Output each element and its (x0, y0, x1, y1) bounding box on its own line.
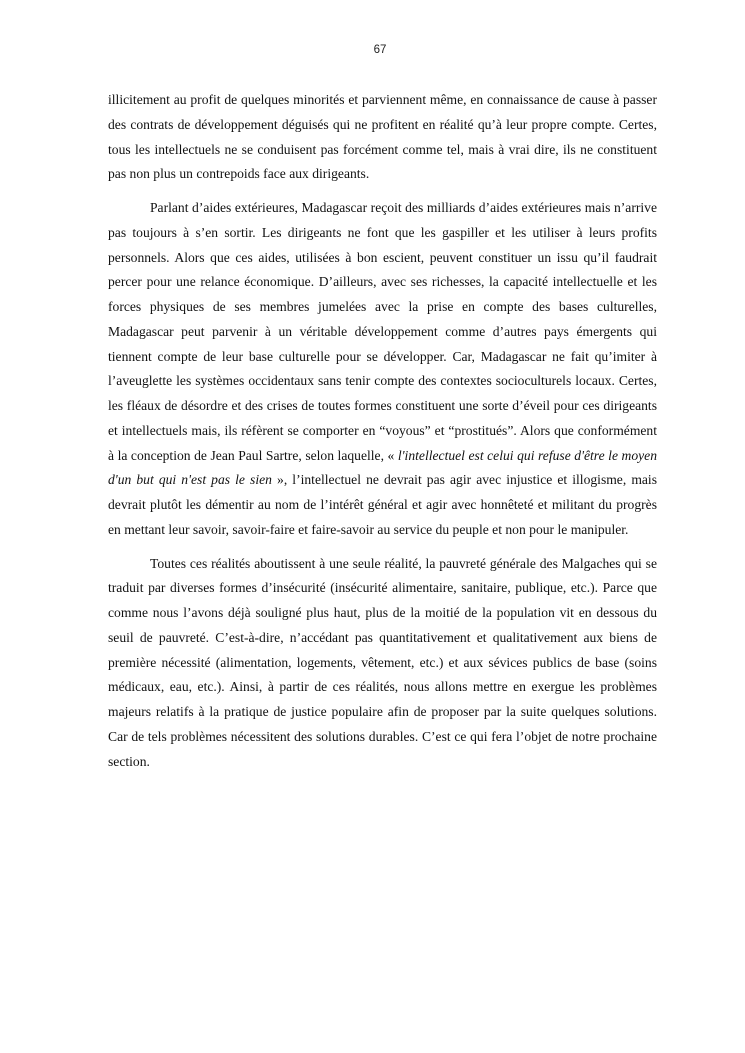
paragraph-2-text-before-quote: Parlant d’aides extérieures, Madagascar reçoit des milliards d’aides extérieures mais n’arrive pas toujours à s’en sortir. Les dirigeants ne font que les gaspiller et les utiliser à leurs profits personnels. Alors que ces aides, utilisées à bon escient, peuvent constituer un issu qu’il faudrait percer pour une relance économique. D’ailleurs, avec ses richesses, la capacité intellectuelle et les forces physiques de ses membres jumelées avec la prise en compte des bases culturelles, Madagascar peut parvenir à un véritable développement comme d’autres pays émergents qui tiennent compte de leur base culturelle pour se développer. Car, Madagascar ne fait qu’imiter à l’aveuglette les systèmes occidentaux sans tenir compte des contextes socioculturels locaux. Certes, les fléaux de désordre et des crises de toutes formes constituent une sorte d’éveil pour ces dirigeants et intellectuels mais, ils réfèrent se comporter en “voyous” et “prostitués”. Alors que conformément à la conception de Jean Paul Sartre, selon laquelle, « (108, 200, 657, 463)
document-body (108, 88, 657, 783)
paragraph-3: Toutes ces réalités aboutissent à une seule réalité, la pauvreté générale des Malgaches qui se traduit par diverses formes d’insécurité (insécurité alimentaire, sanitaire, publique, etc.). Parce que comme nous l’avons déjà souligné plus haut, plus de la moitié de la population vit en dessous du seuil de pauvreté. C’est-à-dire, n’accédant pas quantitativement et qualitativement aux biens de première nécessité (alimentation, logements, vêtement, etc.) et aux sévices publics de base (soins médicaux, eau, etc.). Ainsi, à partir de ces réalités, nous allons mettre en exergue les problèmes majeurs relatifs à la pratique de justice populaire afin de proposer par la suite quelques solutions. Car de tels problèmes nécessitent des solutions durables. C’est ce qui fera l’objet de notre prochaine section. (108, 555, 657, 769)
sartre-quote: l'intellectuel est celui qui refuse d'être le moyen d'un but qui n'est pas le sien (108, 447, 657, 488)
paragraph-1: illicitement au profit de quelques minorités et parviennent même, en connaissance de cause à passer des contrats de développement déguisés qui ne profitent en réalité qu’à leur propre compte. Certes, tous les intellectuels ne se conduisent pas forcément comme tel, mais à vrai dire, ils ne constituent pas non plus un contrepoids face aux dirigeants. (108, 92, 657, 182)
paragraph-2-text-after-quote: », l’intellectuel ne devrait pas agir avec injustice et illogisme, mais devrait plutôt les démentir au nom de l’intérêt général et agir avec honnêteté et militant du progrès en mettant leur savoir, savoir-faire et faire-savoir au service du peuple et non pour le manipuler. (108, 472, 657, 537)
paragraph-2 (108, 196, 657, 543)
page-number: 67 (373, 44, 387, 56)
